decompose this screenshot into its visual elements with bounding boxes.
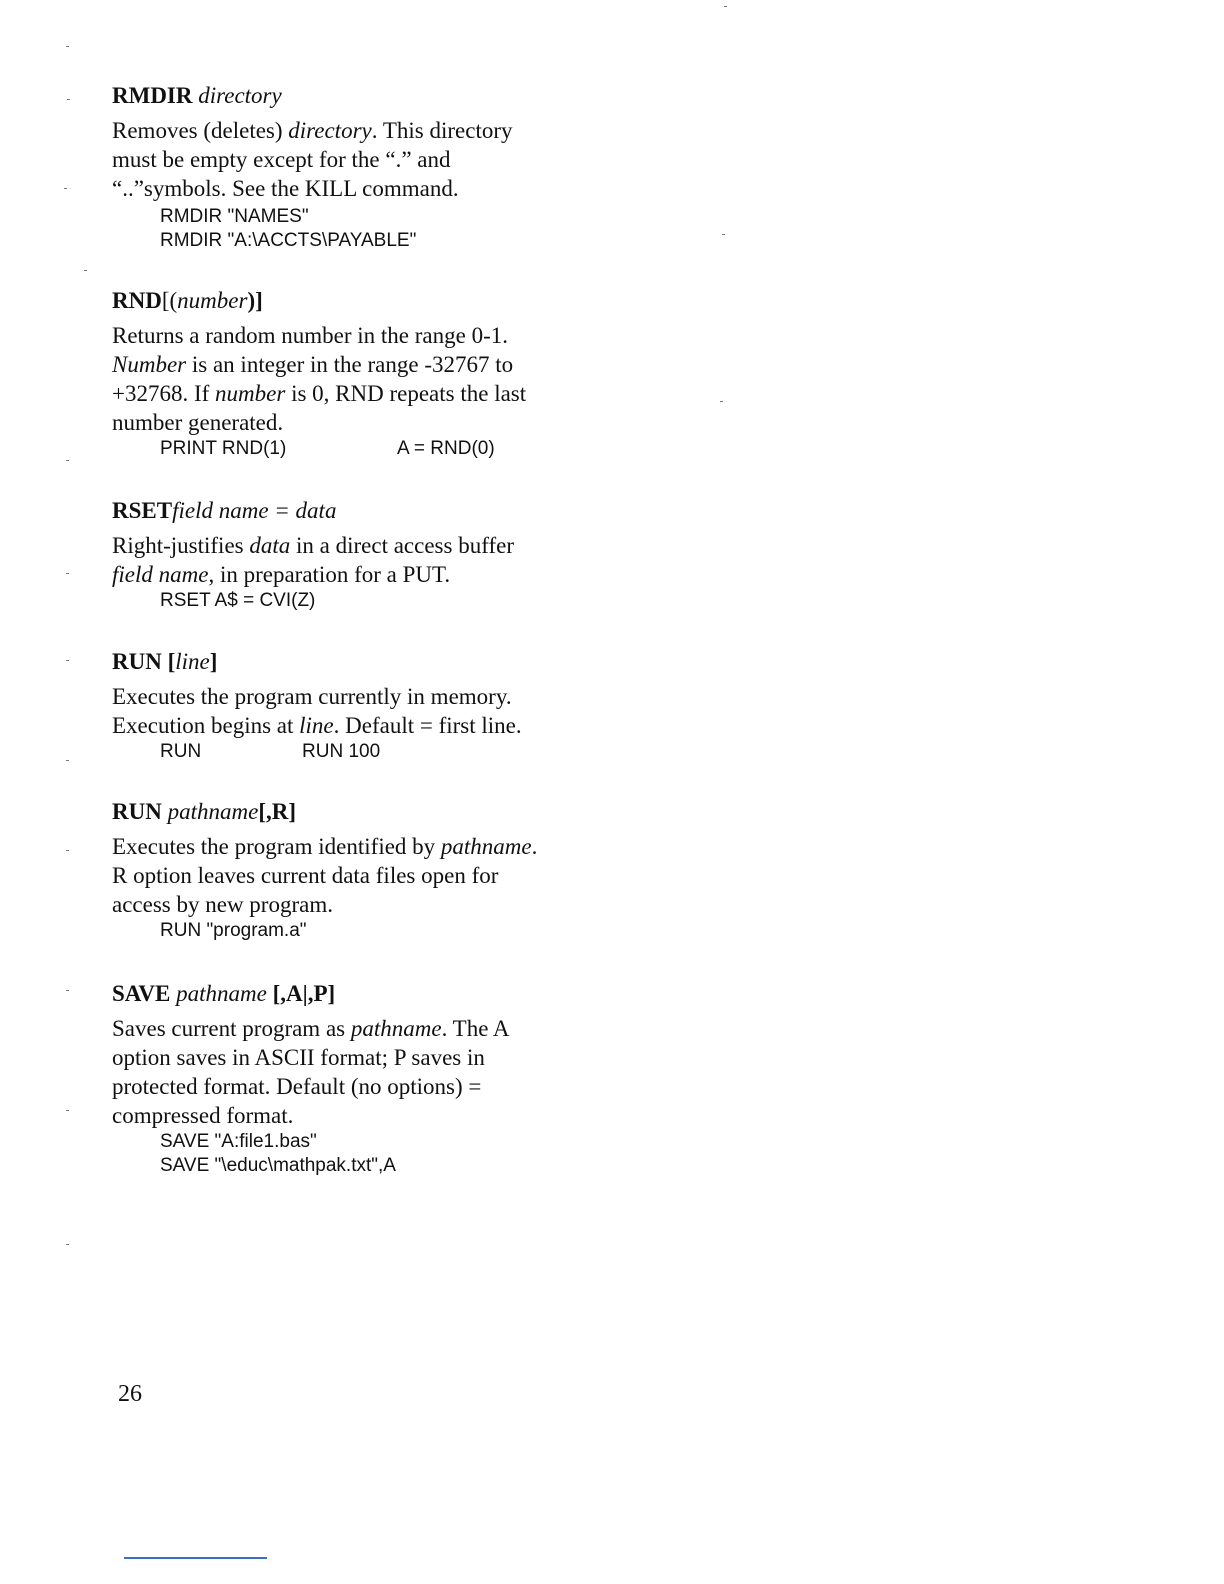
description-line: [112, 682, 652, 711]
scan-artifact: [66, 660, 69, 661]
command-argument: pathname: [161, 799, 259, 824]
description-line: [112, 145, 652, 174]
command-name: RND: [112, 288, 162, 313]
example-code: SAVE "\educ\mathpak.txt",A: [160, 1155, 396, 1176]
command-name: SAVE: [112, 981, 171, 1006]
entry-description: [112, 832, 652, 919]
description-text: access by new program.: [112, 892, 333, 917]
example-left: PRINT RND(1): [160, 438, 287, 459]
description-line: [112, 1072, 652, 1101]
description-text: must be empty except for the “.” and: [112, 147, 451, 172]
description-line: [112, 832, 652, 861]
entry-description: [112, 116, 652, 203]
description-text: R option leaves current data files open for: [112, 863, 499, 888]
entry-rmdir: [112, 82, 652, 253]
scan-artifact: [66, 46, 69, 47]
example-right: A = RND(0): [397, 438, 495, 459]
description-text: . This directory: [371, 118, 513, 143]
description-line: [112, 116, 652, 145]
description-line: [112, 531, 652, 560]
example-block: [112, 589, 652, 613]
example-block: [112, 919, 652, 943]
description-text: number generated.: [112, 410, 284, 435]
description-text: Executes the program identified by: [112, 834, 441, 859]
description-text: option saves in ASCII format; P saves in: [112, 1045, 485, 1070]
footer-rule: [124, 1557, 267, 1559]
example-code: SAVE "A:file1.bas": [160, 1131, 317, 1152]
description-text: in a direct access buffer: [290, 533, 514, 558]
description-text: Execution begins at: [112, 713, 300, 738]
entry-syntax: [112, 798, 652, 826]
entry-rnd: [112, 287, 652, 461]
description-line: [112, 174, 652, 203]
example-block: [112, 205, 652, 253]
example-left: RUN: [160, 741, 202, 762]
scan-artifact: [722, 234, 725, 235]
example-code: RUN "program.a": [160, 920, 307, 941]
description-line: [112, 711, 652, 740]
description-term: pathname: [440, 834, 532, 859]
syntax-bracket-close: )]: [247, 288, 263, 313]
description-line: [112, 1043, 652, 1072]
description-text: Executes the program currently in memory.: [112, 684, 512, 709]
syntax-option: [,R]: [258, 799, 296, 824]
description-line: [112, 1101, 652, 1130]
description-line: [112, 1014, 652, 1043]
scan-artifact: [724, 6, 727, 7]
description-line: [112, 350, 652, 379]
description-text: “..”symbols. See the KILL command.: [112, 176, 459, 201]
entry-rset: [112, 497, 652, 613]
command-argument: field name = data: [172, 498, 337, 523]
scan-artifact: [66, 573, 69, 574]
scan-artifact: [66, 760, 69, 761]
description-term: field name: [112, 562, 209, 587]
entry-run-line: [112, 648, 652, 764]
entry-syntax: [112, 980, 652, 1008]
description-term: number: [215, 381, 286, 406]
scan-artifact: [66, 1244, 69, 1245]
description-text: . The A: [441, 1016, 510, 1041]
description-text: protected format. Default (no options) =: [112, 1074, 482, 1099]
entry-syntax: [112, 287, 652, 315]
description-text: Saves current program as: [112, 1016, 351, 1041]
description-line: [112, 861, 652, 890]
entry-save: [112, 980, 652, 1178]
scan-artifact: [67, 99, 70, 100]
description-text: Returns a random number in the range 0-1.: [112, 323, 508, 348]
entry-syntax: [112, 497, 652, 525]
example-code: RMDIR "NAMES": [160, 206, 309, 227]
description-line: [112, 379, 652, 408]
description-text: +32768. If: [112, 381, 216, 406]
entry-syntax: [112, 82, 652, 110]
entry-description: [112, 1014, 652, 1130]
syntax-bracket-open: [(: [161, 288, 178, 313]
description-text: compressed format.: [112, 1103, 294, 1128]
scan-artifact: [720, 401, 723, 402]
description-line: [112, 321, 652, 350]
description-term: pathname: [350, 1016, 442, 1041]
example-right: RUN 100: [302, 741, 381, 762]
command-argument: number: [177, 288, 248, 313]
entry-description: [112, 321, 652, 437]
command-argument: pathname: [170, 981, 267, 1006]
entry-run-pathname: [112, 798, 652, 943]
scan-artifact: [66, 1110, 69, 1111]
command-name: RUN: [112, 649, 162, 674]
scan-artifact: [66, 850, 69, 851]
syntax-bracket-open: [: [161, 649, 176, 674]
page-number: 26: [118, 1381, 142, 1407]
example-block: [112, 1130, 652, 1178]
command-name: RMDIR: [112, 83, 193, 108]
example-code: RSET A$ = CVI(Z): [160, 590, 316, 611]
command-argument: line: [175, 649, 210, 674]
scan-artifact: [84, 270, 87, 271]
entry-description: [112, 531, 652, 589]
description-text: .: [531, 834, 538, 859]
description-line: [112, 890, 652, 919]
scan-artifact: [64, 188, 67, 189]
scan-artifact: [66, 460, 69, 461]
scan-artifact: [66, 990, 69, 991]
description-text: Removes (deletes): [112, 118, 289, 143]
description-term: line: [299, 713, 334, 738]
description-text: . Default = first line.: [333, 713, 522, 738]
description-line: [112, 408, 652, 437]
description-text: , in preparation for a PUT.: [208, 562, 451, 587]
description-text: is an integer in the range -32767 to: [186, 352, 514, 377]
syntax-option: [,A|,P]: [266, 981, 336, 1006]
description-term: directory: [288, 118, 372, 143]
command-name: RUN: [112, 799, 162, 824]
syntax-bracket-close: ]: [209, 649, 218, 674]
entry-syntax: [112, 648, 652, 676]
example-pair: [160, 437, 652, 461]
command-name: RSET: [112, 498, 173, 523]
description-term: Number: [112, 352, 187, 377]
description-text: Right-justifies: [112, 533, 250, 558]
description-line: [112, 560, 652, 589]
description-term: data: [249, 533, 291, 558]
entry-description: [112, 682, 652, 740]
example-pair: [160, 740, 652, 764]
example-code: RMDIR "A:\ACCTS\PAYABLE": [160, 230, 417, 251]
description-text: is 0, RND repeats the last: [285, 381, 527, 406]
command-argument: directory: [192, 83, 282, 108]
